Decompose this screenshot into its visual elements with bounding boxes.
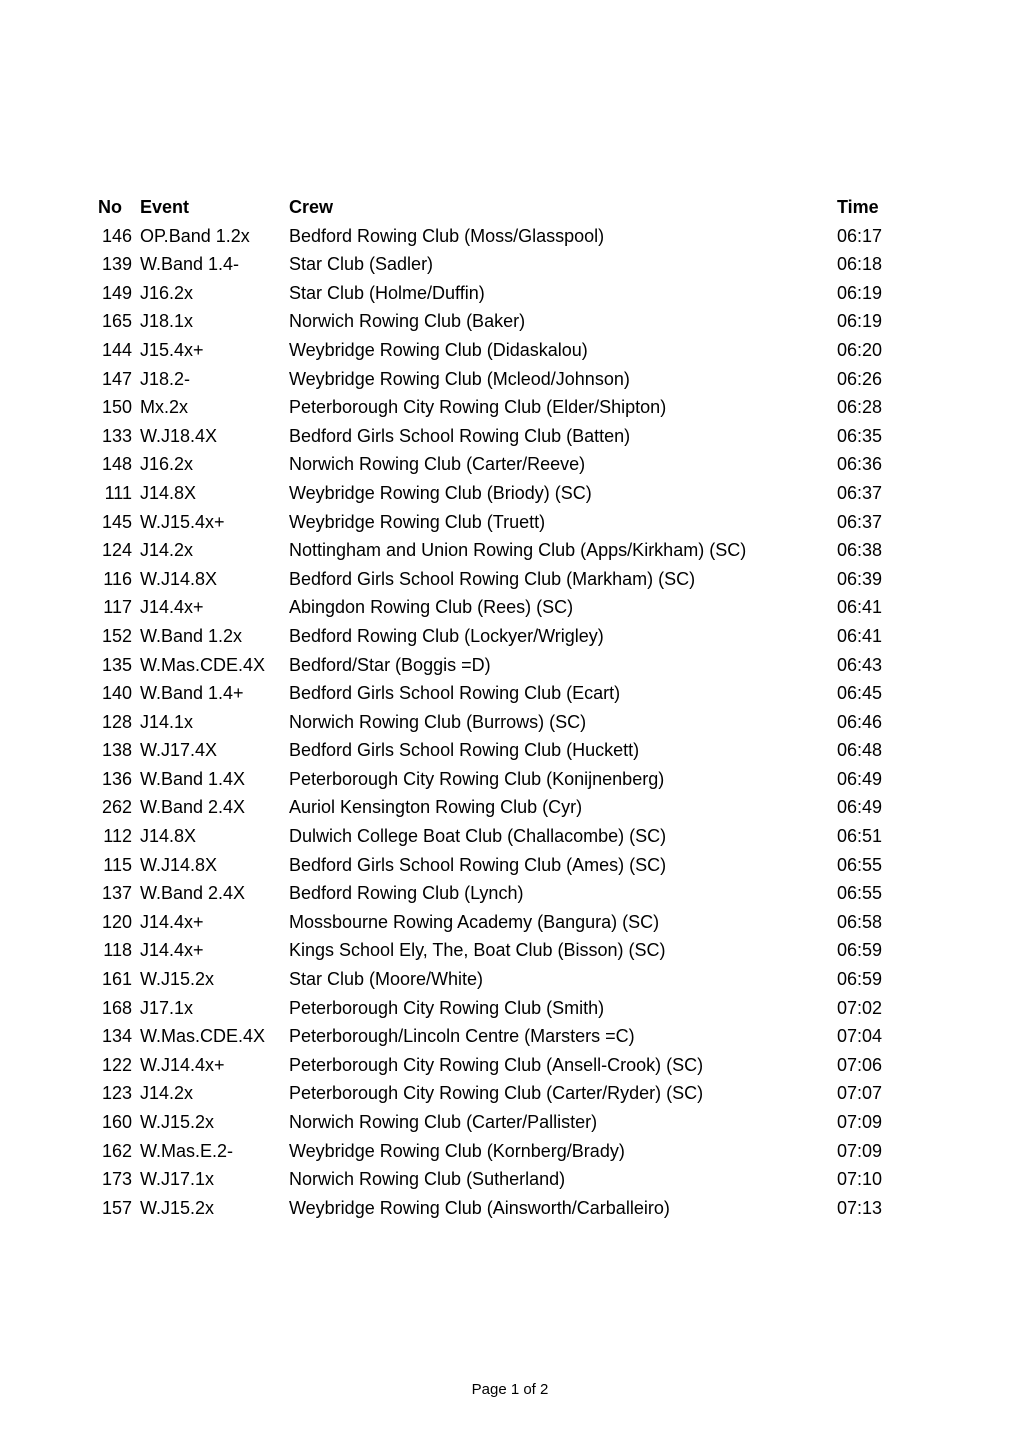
cell-event: W.Mas.E.2- — [140, 1140, 234, 1161]
cell-time: 06:19 — [837, 282, 883, 303]
cell-time: 06:19 — [837, 311, 883, 332]
cell-no: 138 — [101, 740, 132, 761]
cell-no: 117 — [103, 597, 132, 618]
cell-event: J14.4x+ — [140, 911, 204, 932]
cell-event: J18.2- — [140, 368, 191, 389]
cell-no: 145 — [101, 511, 132, 532]
cell-time: 06:55 — [837, 883, 883, 904]
table-row — [92, 222, 912, 251]
cell-event: J14.2x — [140, 1083, 194, 1104]
cell-crew: Norwich Rowing Club (Carter/Pallister) — [289, 1112, 598, 1132]
table-row — [92, 593, 912, 622]
cell-crew: Nottingham and Union Rowing Club (Apps/Kirkham) (SC) — [289, 540, 747, 561]
table-row — [92, 1194, 912, 1223]
table-header-row — [92, 193, 912, 222]
cell-event: W.J14.8X — [140, 854, 218, 875]
cell-crew: Weybridge Rowing Club (Ainsworth/Carballeiro) — [289, 1197, 670, 1218]
cell-crew: Weybridge Rowing Club (Truett) — [289, 511, 546, 532]
cell-time: 07:09 — [837, 1140, 883, 1161]
cell-crew: Peterborough City Rowing Club (Elder/Shipton) — [289, 397, 667, 418]
cell-time: 06:46 — [837, 711, 883, 732]
cell-time: 06:55 — [837, 854, 883, 875]
cell-event: W.J15.4x+ — [140, 511, 225, 532]
cell-crew: Bedford Rowing Club (Moss/Glasspool) — [289, 225, 605, 246]
cell-event: W.Mas.CDE.4X — [140, 1026, 266, 1047]
cell-time: 06:58 — [837, 911, 883, 932]
cell-crew: Bedford Rowing Club (Lockyer/Wrigley) — [289, 625, 604, 646]
cell-no: 133 — [101, 425, 132, 446]
cell-crew: Peterborough/Lincoln Centre (Marsters =C) — [289, 1026, 635, 1047]
cell-crew: Norwich Rowing Club (Carter/Reeve) — [289, 454, 586, 475]
cell-event: Mx.2x — [140, 397, 189, 418]
table-row — [92, 1022, 912, 1051]
cell-event: W.Band 2.4X — [140, 883, 246, 904]
cell-event: W.Band 1.4+ — [140, 683, 244, 704]
cell-crew: Weybridge Rowing Club (Kornberg/Brady) — [289, 1140, 625, 1161]
cell-crew: Kings School Ely, The, Boat Club (Bisson) (SC) — [289, 940, 666, 961]
cell-time: 07:04 — [837, 1026, 883, 1047]
cell-no: 140 — [101, 683, 132, 704]
cell-no: 149 — [101, 282, 132, 303]
cell-crew: Bedford/Star (Boggis =D) — [289, 654, 491, 675]
cell-crew: Weybridge Rowing Club (Briody) (SC) — [289, 482, 592, 503]
cell-no: 173 — [101, 1169, 132, 1190]
cell-no: 147 — [101, 368, 132, 389]
table-row — [92, 994, 912, 1023]
table-row — [92, 651, 912, 680]
cell-time: 06:43 — [837, 654, 883, 675]
cell-crew: Norwich Rowing Club (Baker) — [289, 311, 526, 332]
table-row — [92, 1051, 912, 1080]
table-row — [92, 365, 912, 394]
cell-time: 06:37 — [837, 482, 883, 503]
cell-no: 135 — [101, 654, 132, 675]
cell-crew: Bedford Girls School Rowing Club (Markham) (SC) — [289, 568, 696, 589]
cell-event: J14.2x — [140, 540, 194, 561]
cell-time: 06:59 — [837, 969, 883, 990]
table-row — [92, 479, 912, 508]
cell-time: 06:49 — [837, 768, 883, 789]
cell-no: 136 — [101, 768, 132, 789]
header-no: No — [98, 197, 122, 217]
cell-crew: Dulwich College Boat Club (Challacombe) (SC) — [289, 826, 667, 847]
table-row — [92, 679, 912, 708]
cell-event: W.J14.8X — [140, 568, 218, 589]
cell-crew: Bedford Girls School Rowing Club (Batten) — [289, 425, 631, 446]
table-row — [92, 1165, 912, 1194]
cell-time: 06:48 — [837, 740, 883, 761]
cell-no: 150 — [101, 397, 132, 418]
cell-time: 06:41 — [837, 625, 883, 646]
table-row — [92, 1079, 912, 1108]
table-row — [92, 879, 912, 908]
table-row — [92, 565, 912, 594]
cell-crew: Star Club (Moore/White) — [289, 969, 484, 990]
table-row — [92, 936, 912, 965]
cell-no: 111 — [104, 482, 132, 503]
cell-crew: Weybridge Rowing Club (Mcleod/Johnson) — [289, 368, 630, 389]
cell-event: J16.2x — [140, 282, 194, 303]
cell-event: W.J15.2x — [140, 969, 215, 990]
header-crew: Crew — [289, 197, 334, 217]
cell-event: W.J18.4X — [140, 425, 218, 446]
cell-event: W.J14.4x+ — [140, 1054, 225, 1075]
cell-crew: Weybridge Rowing Club (Didaskalou) — [289, 339, 588, 360]
cell-no: 123 — [101, 1083, 132, 1104]
cell-event: OP.Band 1.2x — [140, 225, 250, 246]
cell-no: 115 — [103, 854, 132, 875]
cell-event: J14.4x+ — [140, 597, 204, 618]
table-row — [92, 307, 912, 336]
cell-event: W.Band 1.2x — [140, 625, 243, 646]
table-row — [92, 279, 912, 308]
cell-no: 160 — [101, 1112, 132, 1132]
cell-no: 152 — [101, 625, 132, 646]
cell-event: J15.4x+ — [140, 339, 204, 360]
cell-event: W.J17.1x — [140, 1169, 215, 1190]
cell-time: 06:37 — [837, 511, 883, 532]
cell-time: 07:02 — [837, 997, 883, 1018]
table-row — [92, 622, 912, 651]
table-row — [92, 536, 912, 565]
table-row — [92, 793, 912, 822]
cell-event: W.J15.2x — [140, 1112, 215, 1132]
cell-event: J14.8X — [140, 826, 197, 847]
cell-time: 06:36 — [837, 454, 883, 475]
cell-no: 120 — [101, 911, 132, 932]
cell-crew: Auriol Kensington Rowing Club (Cyr) — [289, 797, 583, 818]
cell-time: 06:18 — [837, 254, 883, 275]
cell-no: 128 — [101, 711, 132, 732]
cell-event: J14.8X — [140, 482, 197, 503]
cell-crew: Peterborough City Rowing Club (Smith) — [289, 997, 605, 1018]
table-row — [92, 822, 912, 851]
cell-no: 144 — [101, 339, 132, 360]
cell-no: 168 — [101, 997, 132, 1018]
table-row — [92, 708, 912, 737]
cell-crew: Mossbourne Rowing Academy (Bangura) (SC) — [289, 911, 660, 932]
table-row — [92, 393, 912, 422]
header-time: Time — [837, 197, 879, 217]
cell-time: 06:38 — [837, 540, 883, 561]
cell-event: W.Band 1.4X — [140, 768, 246, 789]
cell-crew: Peterborough City Rowing Club (Konijnenberg) — [289, 768, 665, 789]
cell-time: 07:10 — [837, 1169, 883, 1190]
cell-crew: Peterborough City Rowing Club (Carter/Ryder) (SC) — [289, 1083, 704, 1104]
cell-no: 162 — [101, 1140, 132, 1161]
cell-crew: Peterborough City Rowing Club (Ansell-Crook) (SC) — [289, 1054, 704, 1075]
table-row — [92, 736, 912, 765]
cell-time: 06:39 — [837, 568, 883, 589]
cell-crew: Bedford Girls School Rowing Club (Ecart) — [289, 683, 621, 704]
cell-event: W.J15.2x — [140, 1197, 215, 1218]
cell-event: J17.1x — [140, 997, 194, 1018]
table-row — [92, 851, 912, 880]
cell-no: 262 — [101, 797, 132, 818]
cell-time: 06:26 — [837, 368, 883, 389]
results-table — [92, 193, 912, 1222]
cell-time: 07:13 — [837, 1197, 883, 1218]
cell-time: 07:09 — [837, 1112, 883, 1132]
cell-event: J18.1x — [140, 311, 194, 332]
cell-no: 161 — [101, 969, 132, 990]
header-event: Event — [140, 197, 190, 217]
cell-time: 06:41 — [837, 597, 883, 618]
table-row — [92, 450, 912, 479]
cell-crew: Norwich Rowing Club (Burrows) (SC) — [289, 711, 587, 732]
cell-time: 06:51 — [837, 826, 883, 847]
cell-event: W.Band 2.4X — [140, 797, 246, 818]
cell-time: 06:59 — [837, 940, 883, 961]
cell-event: J16.2x — [140, 454, 194, 475]
table-row — [92, 1108, 912, 1137]
cell-time: 06:45 — [837, 683, 883, 704]
cell-crew: Norwich Rowing Club (Sutherland) — [289, 1169, 566, 1190]
cell-time: 06:35 — [837, 425, 883, 446]
cell-no: 137 — [101, 883, 132, 904]
cell-no: 165 — [101, 311, 132, 332]
cell-crew: Bedford Rowing Club (Lynch) — [289, 883, 524, 904]
cell-no: 116 — [103, 568, 132, 589]
cell-no: 118 — [103, 940, 132, 961]
table-row — [92, 965, 912, 994]
table-row — [92, 422, 912, 451]
page-footer: Page 1 of 2 — [471, 1381, 549, 1398]
cell-event: W.Band 1.4- — [140, 254, 240, 275]
cell-crew: Bedford Girls School Rowing Club (Ames) (SC) — [289, 854, 667, 875]
table-row — [92, 1137, 912, 1166]
cell-time: 07:07 — [837, 1083, 883, 1104]
cell-crew: Star Club (Sadler) — [289, 254, 434, 275]
table-row — [92, 908, 912, 937]
cell-time: 06:28 — [837, 397, 883, 418]
cell-time: 06:17 — [837, 225, 883, 246]
cell-no: 122 — [101, 1054, 132, 1075]
cell-event: W.Mas.CDE.4X — [140, 654, 266, 675]
table-body — [92, 222, 912, 1223]
cell-crew: Abingdon Rowing Club (Rees) (SC) — [289, 597, 574, 618]
cell-event: J14.4x+ — [140, 940, 204, 961]
cell-time: 06:20 — [837, 339, 883, 360]
cell-no: 148 — [101, 454, 132, 475]
cell-event: J14.1x — [140, 711, 194, 732]
table-row — [92, 508, 912, 537]
cell-event: W.J17.4X — [140, 740, 218, 761]
cell-no: 134 — [101, 1026, 132, 1047]
table-row — [92, 336, 912, 365]
cell-time: 07:06 — [837, 1054, 883, 1075]
cell-no: 124 — [101, 540, 132, 561]
table-row — [92, 250, 912, 279]
cell-no: 146 — [101, 225, 132, 246]
cell-no: 139 — [101, 254, 132, 275]
cell-no: 112 — [103, 826, 132, 847]
cell-no: 157 — [101, 1197, 132, 1218]
table-row — [92, 765, 912, 794]
cell-crew: Star Club (Holme/Duffin) — [289, 282, 485, 303]
cell-time: 06:49 — [837, 797, 883, 818]
cell-crew: Bedford Girls School Rowing Club (Huckett) — [289, 740, 640, 761]
